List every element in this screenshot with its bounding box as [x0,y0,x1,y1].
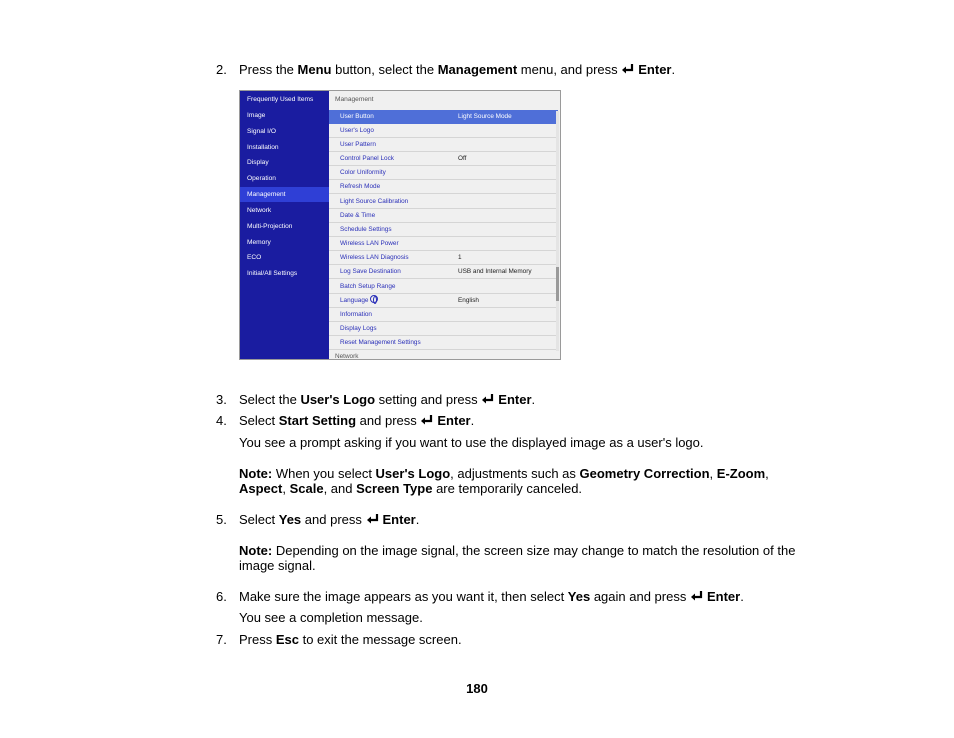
menu-row-selected: User Button Light Source Mode [329,110,558,124]
menu-row: Refresh Mode [329,180,558,194]
step-5-text: Select Yes and press Enter. [239,512,420,527]
menu-scrollbar-track [556,111,559,351]
step-4-description: You see a prompt asking if you want to use the displayed image as a user's logo. [239,435,704,450]
menu-category-list [240,91,329,359]
menu-row: Wireless LAN Diagnosis 1 [329,251,558,265]
enter-key-icon [420,414,434,426]
menu-row: Date & Time [329,209,558,223]
enter-key-icon [621,63,635,75]
menu-category-item: Memory [247,239,271,246]
menu-row: User Pattern [329,138,558,152]
note-1-line-2: Aspect, Scale, and Screen Type are temporarily canceled. [239,481,583,496]
menu-category-item: Network [247,207,272,214]
note-1-line-1: Note: When you select User's Logo, adjustments such as Geometry Correction, E-Zoom, [239,466,769,481]
step-number: 2. [216,62,227,77]
step-number: 5. [216,512,227,527]
menu-category-item: Installation [247,144,279,151]
step-3-text: Select the User's Logo setting and press Enter. [239,392,536,407]
menu-category-item: Initial/All Settings [247,270,298,277]
next-menu-section-peek: Network [335,353,359,360]
step-6-description: You see a completion message. [239,610,423,625]
menu-category-item: Display [247,159,269,166]
menu-row: Information [329,308,558,322]
menu-category-item: Frequently Used Items [247,96,314,103]
menu-row: User's Logo [329,124,558,138]
enter-key-icon [690,590,704,602]
step-number: 4. [216,413,227,428]
menu-scrollbar-thumb [556,267,559,301]
note-2-line-1: Note: Depending on the image signal, the screen size may change to match the resolution of the [239,543,796,558]
note-2-line-2: image signal. [239,558,316,573]
menu-row: Light Source Calibration [329,195,558,209]
menu-category-item: Operation [247,175,276,182]
step-2-text: Press the Menu button, select the Management menu, and press Enter. [239,62,676,77]
menu-settings-pane [329,91,560,359]
menu-row: Schedule Settings [329,223,558,237]
enter-key-icon [481,393,495,405]
step-6-text: Make sure the image appears as you want it, then select Yes again and press Enter. [239,589,744,604]
enter-key-icon [366,513,380,525]
step-number: 6. [216,589,227,604]
step-number: 3. [216,392,227,407]
menu-category-item: Image [247,112,266,119]
step-number: 7. [216,632,227,647]
step-4-text: Select Start Setting and press Enter. [239,413,475,428]
step-7-text: Press Esc to exit the message screen. [239,632,462,647]
menu-row: Reset Management Settings [329,336,558,350]
management-menu-screenshot [239,90,561,360]
menu-category-item: Signal I/O [247,128,276,135]
menu-row: Log Save Destination USB and Internal Memory [329,265,558,279]
menu-row: Batch Setup Range [329,280,558,294]
menu-category-item: Multi-Projection [247,223,293,230]
menu-row: Color Uniformity [329,166,558,180]
menu-category-item-selected: Management [240,187,329,202]
page-number: 180 [466,681,488,696]
menu-row: Language English [329,294,558,308]
globe-icon [370,295,378,303]
menu-category-item: ECO [247,254,262,261]
menu-row: Wireless LAN Power [329,237,558,251]
menu-row: Display Logs [329,322,558,336]
menu-row: Control Panel Lock Off [329,152,558,166]
menu-pane-title: Management [329,91,560,109]
